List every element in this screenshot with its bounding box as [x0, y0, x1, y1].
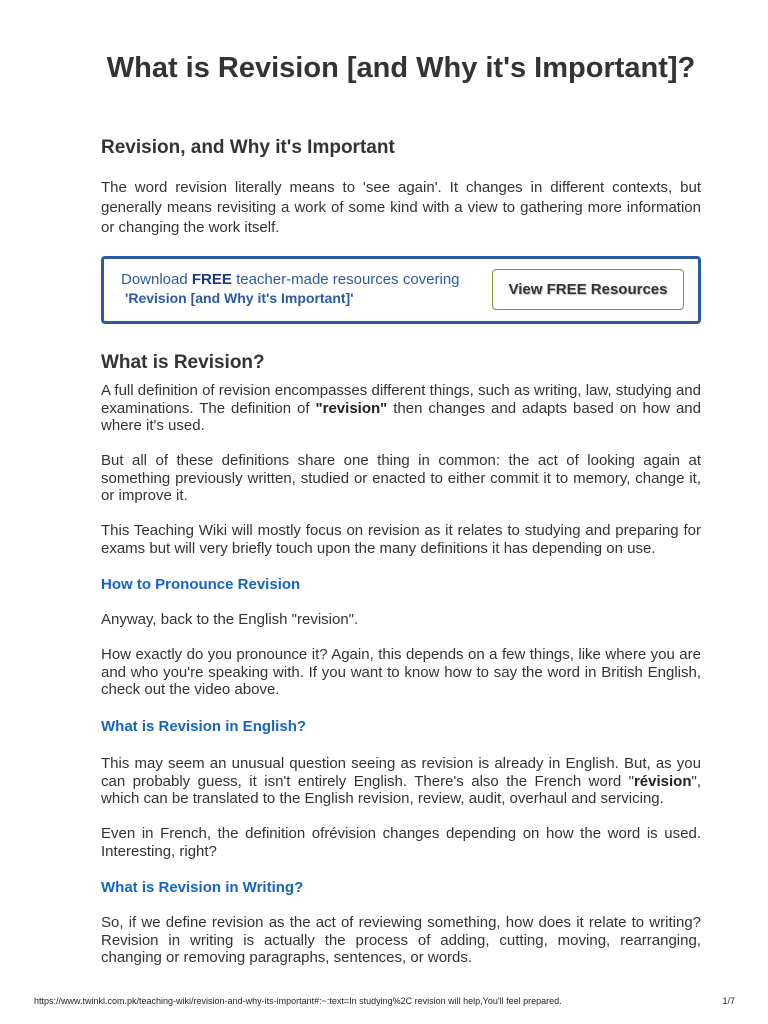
intro-heading: Revision, and Why it's Important — [101, 137, 395, 158]
what-is-heading: What is Revision? — [101, 352, 265, 373]
pronounce-heading[interactable]: How to Pronounce Revision — [101, 576, 301, 593]
what-is-paragraph-2: But all of these definitions share one thing in common: the act of looking again at something previously written, studied or enacted to either commit it to memory, change it, or improve it. — [101, 452, 701, 505]
free-label: FREE — [191, 271, 232, 288]
revision-term: "revision" — [315, 399, 388, 417]
what-is-paragraph-1: A full definition of revision encompasses different things, such as writing, law, studying and examinations. The definition of "revision" then changes and adapts based on how and where it's used. — [101, 382, 701, 435]
english-paragraph-1: This may seem an unusual question seeing as revision is already in English. But, as you can probably guess, it isn't entirely English. There's also the French word "révision", which can be translated to the English revision, review, audit, overhaul and servicing. — [101, 755, 701, 808]
english-paragraph-2: Even in French, the definition ofrévision changes depending on how the word is used. Interesting, right? — [101, 825, 701, 860]
writing-heading[interactable]: What is Revision in Writing? — [101, 879, 304, 896]
writing-paragraph-1: So, if we define revision as the act of reviewing something, how does it relate to writing? Revision in writing is actually the process of adding, cutting, moving, rearranging, changing or removing paragraphs, sentences, or words. — [101, 914, 701, 967]
resources-topic: 'Revision [and Why it's Important]' — [125, 290, 354, 306]
resources-banner — [101, 256, 701, 324]
revision-french-term: révision — [633, 772, 692, 790]
view-free-resources-button[interactable]: View FREE Resources — [492, 269, 684, 310]
page-number: 1/7 — [722, 996, 735, 1006]
intro-paragraph: The word revision literally means to 'see again'. It changes in different contexts, but generally means revisiting a work of some kind with a view to gathering more information or changing the work itself. — [101, 179, 701, 236]
english-heading[interactable]: What is Revision in English? — [101, 718, 307, 735]
what-is-paragraph-3: This Teaching Wiki will mostly focus on revision as it relates to studying and preparing for exams but will very briefly touch upon the many definitions it has depending on use. — [101, 522, 701, 557]
pronounce-paragraph-2: How exactly do you pronounce it? Again, this depends on a few things, like where you are and who you're speaking with. If you want to know how to say the word in British English, check out the video above. — [101, 646, 701, 699]
footer-url: https://www.twinkl.com.pk/teaching-wiki/revision-and-why-its-important#:~:text=In studying%2C revision will help,You'll feel prepared. — [34, 996, 562, 1006]
resources-banner-text: Download FREE teacher-made resources covering 'Revision [and Why it's Important]' — [121, 271, 483, 307]
page-title: What is Revision [and Why it's Important]? — [106, 52, 696, 84]
pronounce-paragraph-1: Anyway, back to the English "revision". — [101, 611, 359, 628]
